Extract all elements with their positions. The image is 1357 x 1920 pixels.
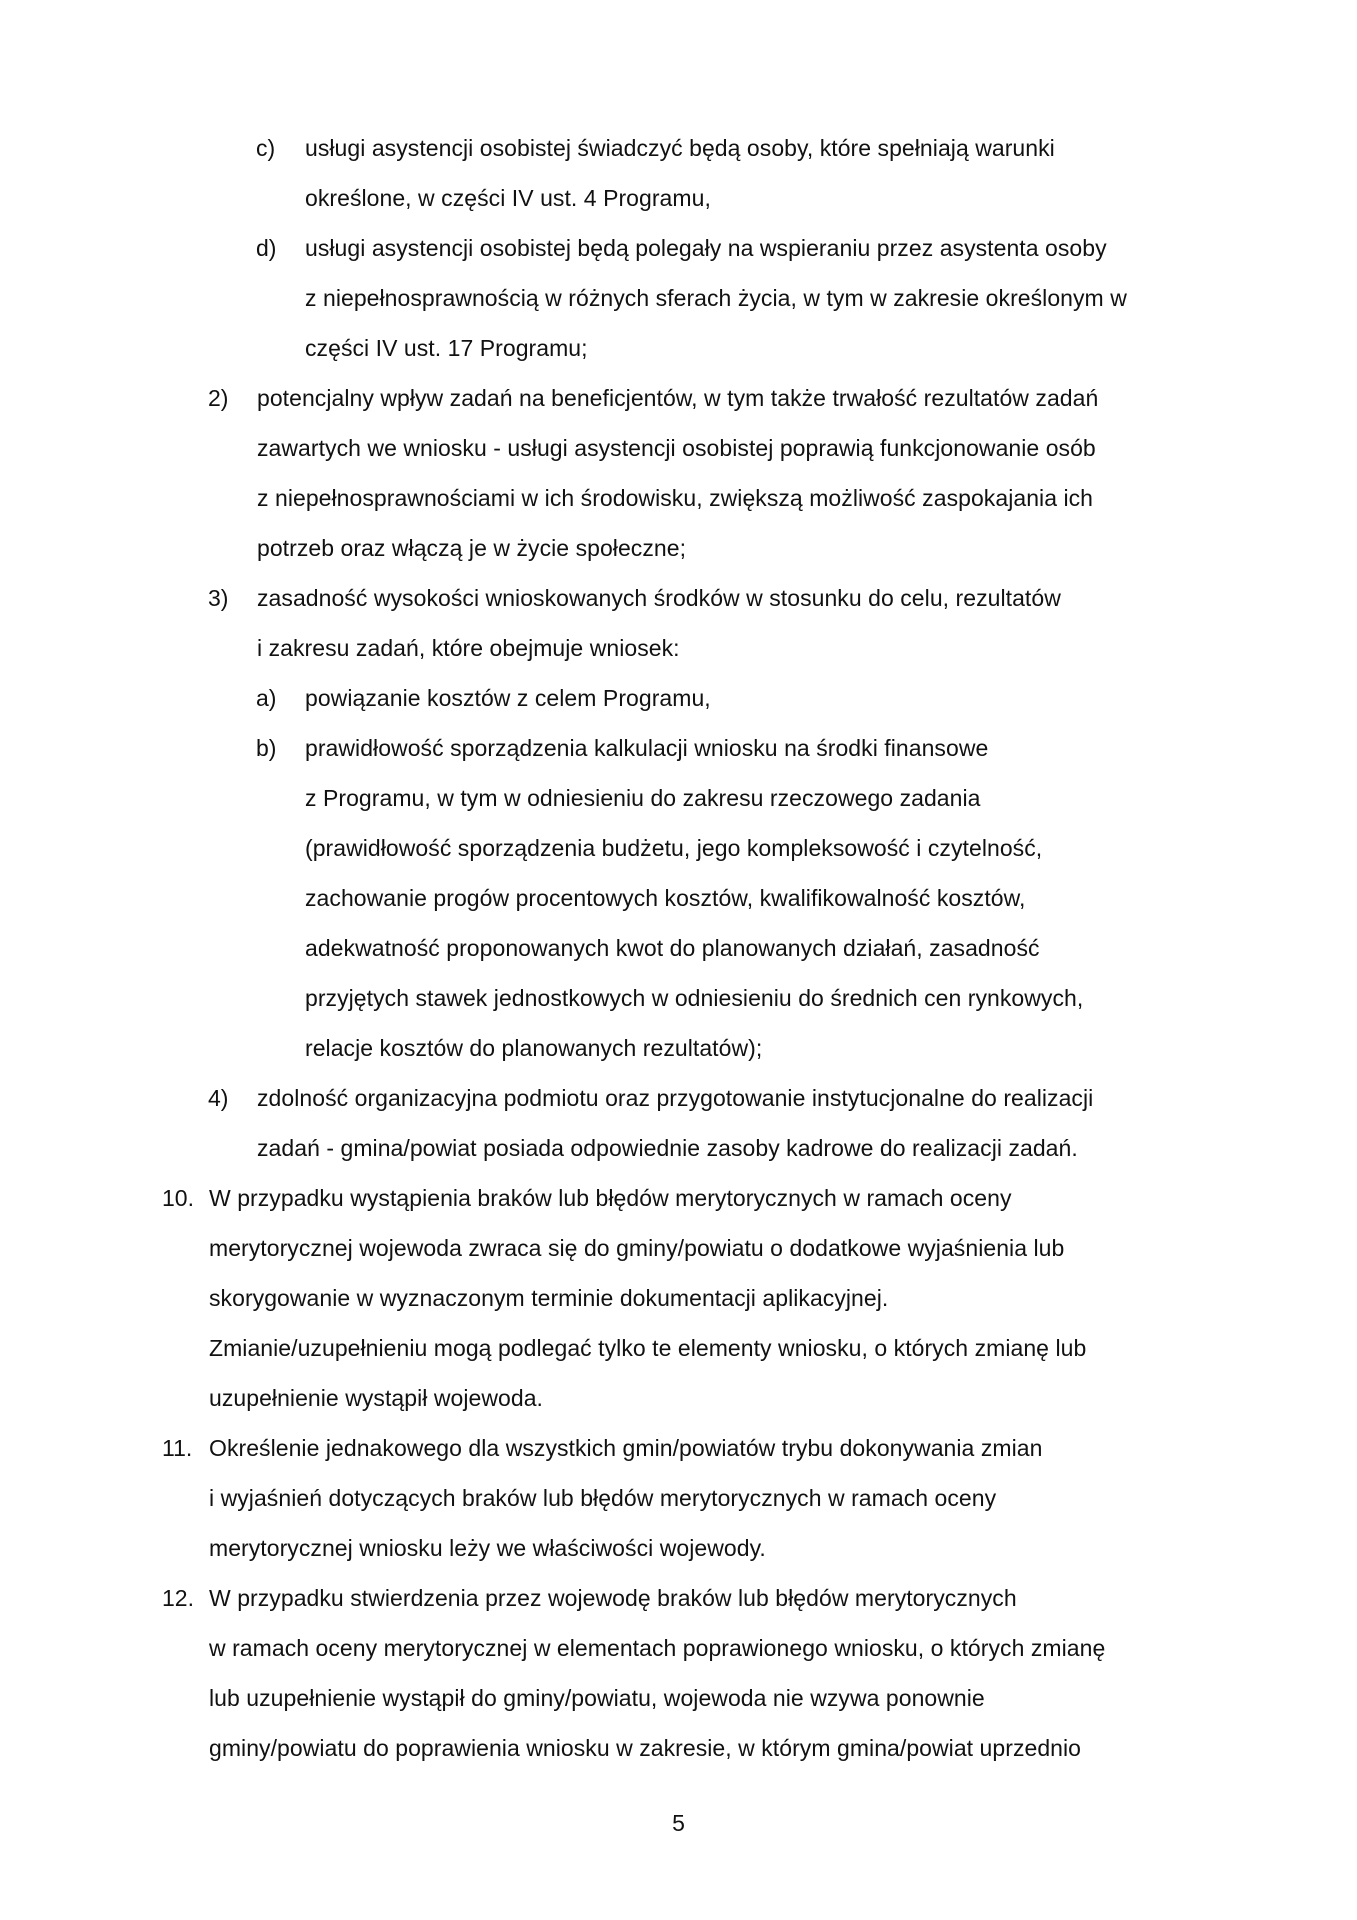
item-12-line-4: gminy/powiatu do poprawienia wniosku w zakresie, w którym gmina/powiat uprzednio xyxy=(209,1735,1082,1761)
item-10-line-2: merytorycznej wojewoda zwraca się do gminy/powiatu o dodatkowe wyjaśnienia lub xyxy=(209,1235,1065,1261)
list-marker-a: a) xyxy=(256,685,277,711)
list-marker-b: b) xyxy=(256,735,277,761)
item-b-line-7: relacje kosztów do planowanych rezultatów); xyxy=(305,1035,763,1061)
item-4-line-1: zdolność organizacyjna podmiotu oraz przygotowanie instytucjonalne do realizacji xyxy=(257,1085,1094,1111)
item-a-line-1: powiązanie kosztów z celem Programu, xyxy=(305,685,711,711)
list-marker-4: 4) xyxy=(208,1085,229,1111)
item-11-line-2: i wyjaśnień dotyczących braków lub błędów merytorycznych w ramach oceny xyxy=(209,1485,997,1511)
list-marker-2: 2) xyxy=(208,385,229,411)
item-10-line-3: skorygowanie w wyznaczonym terminie dokumentacji aplikacyjnej. xyxy=(209,1285,889,1311)
item-10-line-1: W przypadku wystąpienia braków lub błędów merytorycznych w ramach oceny xyxy=(209,1185,1012,1211)
list-marker-c: c) xyxy=(256,135,276,161)
item-3-line-2: i zakresu zadań, które obejmuje wniosek: xyxy=(257,635,680,661)
list-marker-10: 10. xyxy=(162,1185,194,1211)
item-b-line-2: z Programu, w tym w odniesieniu do zakresu rzeczowego zadania xyxy=(305,785,981,811)
item-b-line-4: zachowanie progów procentowych kosztów, kwalifikowalność kosztów, xyxy=(305,885,1026,911)
item-12-line-3: lub uzupełnienie wystąpił do gminy/powiatu, wojewoda nie wzywa ponownie xyxy=(209,1685,985,1711)
item-2-line-1: potencjalny wpływ zadań na beneficjentów, w tym także trwałość rezultatów zadań xyxy=(257,385,1099,411)
list-marker-11: 11. xyxy=(162,1435,193,1461)
item-10-line-5: uzupełnienie wystąpił wojewoda. xyxy=(209,1385,543,1411)
list-marker-d: d) xyxy=(256,235,277,261)
item-c-line-2: określone, w części IV ust. 4 Programu, xyxy=(305,185,711,211)
item-b-line-6: przyjętych stawek jednostkowych w odniesieniu do średnich cen rynkowych, xyxy=(305,985,1084,1011)
item-c-line-1: usługi asystencji osobistej świadczyć będą osoby, które spełniają warunki xyxy=(305,135,1055,161)
item-b-line-1: prawidłowość sporządzenia kalkulacji wniosku na środki finansowe xyxy=(305,735,989,761)
item-2-line-4: potrzeb oraz włączą je w życie społeczne; xyxy=(257,535,687,561)
item-4-line-2: zadań - gmina/powiat posiada odpowiednie zasoby kadrowe do realizacji zadań. xyxy=(257,1135,1078,1161)
item-d-line-3: części IV ust. 17 Programu; xyxy=(305,335,588,361)
item-d-line-2: z niepełnosprawnością w różnych sferach życia, w tym w zakresie określonym w xyxy=(305,285,1127,311)
item-10-line-4: Zmianie/uzupełnieniu mogą podlegać tylko te elementy wniosku, o których zmianę lub xyxy=(209,1335,1087,1361)
item-b-line-3: (prawidłowość sporządzenia budżetu, jego kompleksowość i czytelność, xyxy=(305,835,1043,861)
item-2-line-2: zawartych we wniosku - usługi asystencji osobistej poprawią funkcjonowanie osób xyxy=(257,435,1096,461)
item-b-line-5: adekwatność proponowanych kwot do planowanych działań, zasadność xyxy=(305,935,1040,961)
item-11-line-1: Określenie jednakowego dla wszystkich gmin/powiatów trybu dokonywania zmian xyxy=(209,1435,1043,1461)
list-marker-3: 3) xyxy=(208,585,229,611)
page-number: 5 xyxy=(672,1810,685,1836)
item-12-line-1: W przypadku stwierdzenia przez wojewodę braków lub błędów merytorycznych xyxy=(209,1585,1017,1611)
item-11-line-3: merytorycznej wniosku leży we właściwości wojewody. xyxy=(209,1535,766,1561)
item-12-line-2: w ramach oceny merytorycznej w elementach poprawionego wniosku, o których zmianę xyxy=(209,1635,1106,1661)
list-marker-12: 12. xyxy=(162,1585,194,1611)
item-d-line-1: usługi asystencji osobistej będą polegały na wspieraniu przez asystenta osoby xyxy=(305,235,1107,261)
item-2-line-3: z niepełnosprawnościami w ich środowisku, zwiększą możliwość zaspokajania ich xyxy=(257,485,1094,511)
item-3-line-1: zasadność wysokości wnioskowanych środków w stosunku do celu, rezultatów xyxy=(257,585,1061,611)
